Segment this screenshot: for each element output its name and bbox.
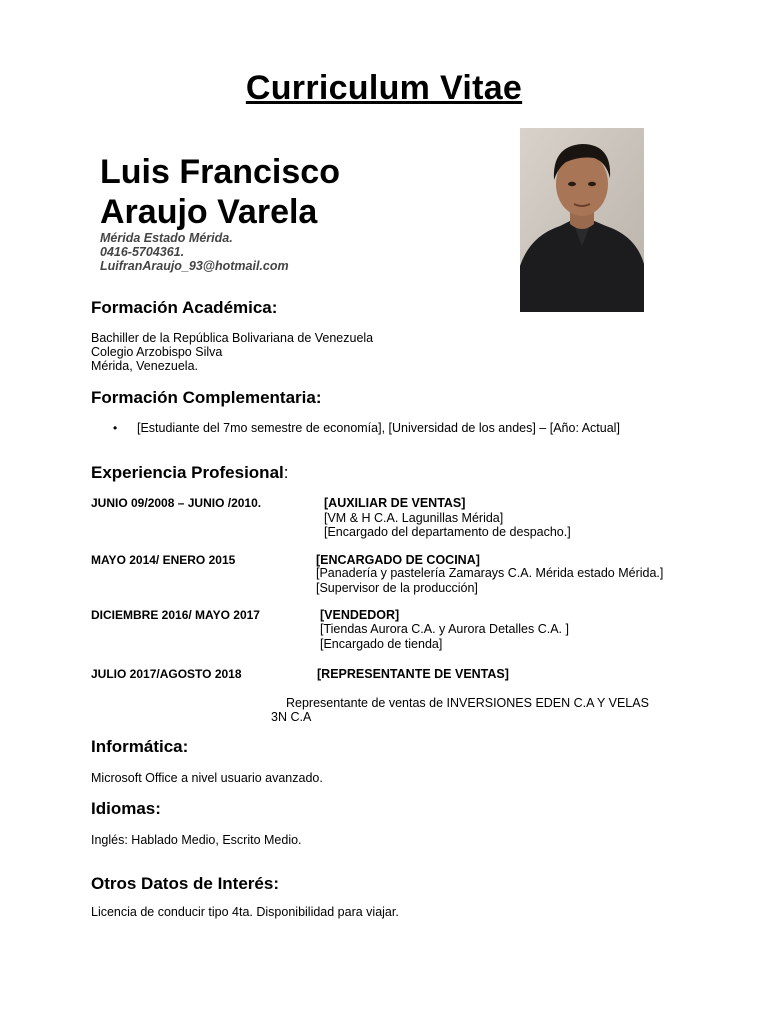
job-3-date: DICIEMBRE 2016/ MAYO 2017 xyxy=(91,608,260,622)
languages-text: Inglés: Hablado Medio, Escrito Medio. xyxy=(91,833,302,847)
job-3-role: [VENDEDOR] xyxy=(320,608,400,622)
document-title: Curriculum Vitae xyxy=(245,69,523,107)
other-text: Licencia de conducir tipo 4ta. Disponibilidad para viajar. xyxy=(91,905,399,919)
it-heading: Informática: xyxy=(91,737,189,756)
it-text: Microsoft Office a nivel usuario avanzado. xyxy=(91,771,323,785)
experience-heading-label: Experiencia Profesional xyxy=(91,463,284,482)
contact-phone: 0416-5704361. xyxy=(100,245,185,259)
job-2-line-1: [Panadería y pastelería Zamarays C.A. Mérida estado Mérida.] xyxy=(316,566,664,580)
education-heading: Formación Académica: xyxy=(91,298,278,317)
contact-email: LuifranAraujo_93@hotmail.com xyxy=(100,259,289,273)
complementary-item: [Estudiante del 7mo semestre de economía], [Universidad de los andes] – [Año: Actual] xyxy=(137,421,620,435)
job-4-line-1: Representante de ventas de INVERSIONES EDEN C.A Y VELAS xyxy=(286,696,649,710)
job-1-line-1: [VM & H C.A. Lagunillas Mérida] xyxy=(324,511,504,525)
job-1-role: [AUXILIAR DE VENTAS] xyxy=(324,496,466,510)
experience-heading-colon: : xyxy=(283,463,289,482)
education-line-2: Colegio Arzobispo Silva xyxy=(91,345,223,359)
job-2-date: MAYO 2014/ ENERO 2015 xyxy=(91,553,236,567)
education-line-1: Bachiller de la República Bolivariana de Venezuela xyxy=(91,331,374,345)
full-name-last: Araujo Varela xyxy=(100,193,318,231)
complementary-heading: Formación Complementaria: xyxy=(91,388,322,407)
full-name-first: Luis Francisco xyxy=(100,153,340,191)
profile-photo xyxy=(520,128,644,312)
job-2-line-2: [Supervisor de la producción] xyxy=(316,581,478,595)
other-heading: Otros Datos de Interés: xyxy=(91,874,279,893)
job-2-role: [ENCARGADO DE COCINA] xyxy=(316,553,480,567)
job-1-date: JUNIO 09/2008 – JUNIO /2010. xyxy=(91,496,262,510)
experience-heading xyxy=(91,463,288,483)
bullet-marker: • xyxy=(113,421,118,435)
job-4-date: JULIO 2017/AGOSTO 2018 xyxy=(91,667,242,681)
job-3-line-1: [Tiendas Aurora C.A. y Aurora Detalles C.A. ] xyxy=(320,622,569,636)
languages-heading: Idiomas: xyxy=(91,799,161,818)
job-3-line-2: [Encargado de tienda] xyxy=(320,637,443,651)
job-1-line-2: [Encargado del departamento de despacho.] xyxy=(324,525,571,539)
job-4-line-2: 3N C.A xyxy=(271,710,312,724)
education-line-3: Mérida, Venezuela. xyxy=(91,359,199,373)
contact-location: Mérida Estado Mérida. xyxy=(100,231,233,245)
job-4-role: [REPRESENTANTE DE VENTAS] xyxy=(317,667,509,681)
